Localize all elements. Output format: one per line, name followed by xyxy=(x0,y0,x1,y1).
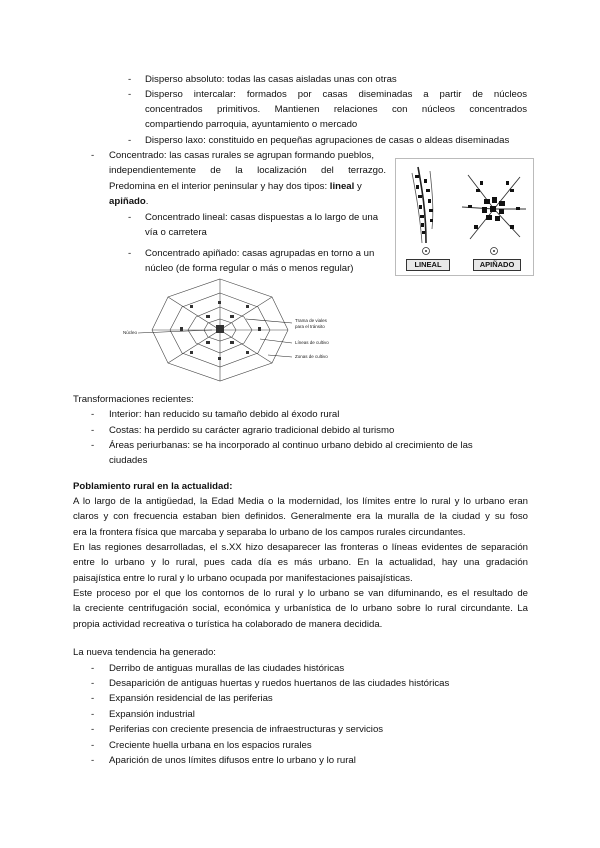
tendencia-item: Aparición de unos límites difusos entre lo urbano y lo rural xyxy=(109,755,356,766)
bullet-dash: - xyxy=(91,425,95,436)
diagram-left-label: Núcleo xyxy=(123,330,138,335)
village-diagram-sketch xyxy=(120,275,355,385)
disperso-intercalar-line-1: Disperso intercalar: formados por casas diseminadas a partir de núcleos xyxy=(145,89,527,100)
diagram-label-3: Zonas de cultivo xyxy=(295,354,328,359)
poblamiento-p3-line: la creciente centrifugación social, económica y urbanística de lo urbano sobre lo rural circundante. La xyxy=(73,603,528,614)
transformaciones-item: Interior: han reducido su tamaño debido al éxodo rural xyxy=(109,409,340,420)
bullet-dash: - xyxy=(91,678,95,689)
bullet-dash: - xyxy=(91,755,95,766)
concentrado-line-2: independientemente de la localización del terrazgo. xyxy=(109,165,386,176)
transformaciones-item: Costas: ha perdido su carácter agrario tradicional debido al turismo xyxy=(109,425,395,436)
tendencia-item: Creciente huella urbana en los espacios rurales xyxy=(109,740,312,751)
tendencia-item: Desaparición de antiguas huertas y ruedos huertanos de las ciudades históricas xyxy=(109,678,450,689)
concentrado-line-4-end: . xyxy=(145,196,149,207)
concentrado-apinado-line-2: núcleo (de forma regular o más o menos regular) xyxy=(145,263,354,274)
village-diagram xyxy=(120,275,355,385)
concentrado-lineal-line-2: vía o carretera xyxy=(145,227,207,238)
bullet-dash: - xyxy=(128,212,132,223)
poblamiento-p2-line: paisajística entre lo rural y lo urbano ocupada por manifestaciones paisajísticas. xyxy=(73,573,413,584)
diagram-label-1: Trama de viales xyxy=(295,318,327,323)
disperso-intercalar-line-2: concentrados primitivos. Mantienen relaciones con núcleos concentrados xyxy=(145,104,527,115)
bullet-dash: - xyxy=(91,693,95,704)
lineal-label: LINEAL xyxy=(406,259,450,271)
bullet-dash: - xyxy=(91,150,95,161)
concentrado-line-3-text: Predomina en el interior peninsular y hay dos tipos: xyxy=(109,181,330,192)
apinado-label: APIÑADO xyxy=(473,259,521,271)
lineal-bold: lineal xyxy=(329,181,355,192)
poblamiento-p2-line: En las regiones desarrolladas, el s.XX hizo desaparecer las fronteras o líneas evidentes de separación xyxy=(73,542,528,553)
concentrado-line-3-and: y xyxy=(354,181,362,192)
bullet-dash: - xyxy=(91,740,95,751)
bullet-dash: - xyxy=(128,89,132,100)
apinado-bold: apiñado xyxy=(109,196,146,207)
transformaciones-title: Transformaciones recientes: xyxy=(73,394,194,405)
disperso-laxo: Disperso laxo: constituido en pequeñas agrupaciones de casas o aldeas diseminadas xyxy=(145,135,510,146)
bullet-dash: - xyxy=(91,440,95,451)
diagram-label-2: Líneas de cultivo xyxy=(295,340,329,345)
poblamiento-p3-line: propia actividad recreativa o turística ha colaborado de manera decidida. xyxy=(73,619,383,630)
settlement-types-figure xyxy=(395,158,534,276)
poblamiento-p1-line: A lo largo de la antigüedad, la Edad Media o la modernidad, los límites entre lo rural y lo urbano eran xyxy=(73,496,528,507)
poblamiento-p2-line: entre lo urbano y lo rural, pues cada día es más urbano. En la actualidad, hay una gradación xyxy=(73,557,528,568)
bullet-dash: - xyxy=(91,724,95,735)
disperso-absoluto: Disperso absoluto: todas las casas aisladas unas con otras xyxy=(145,74,397,85)
poblamiento-p3-line: Este proceso por el que los contornos de lo rural y lo urbano se van difuminando, es el resultado de xyxy=(73,588,528,599)
diagram-label-1b: para el tránsito xyxy=(295,324,325,329)
poblamiento-p1-line: claros y con frecuencia estaban bien definidos. Generalmente era la muralla de la ciudad y su foso xyxy=(73,511,528,522)
bullet-dash: - xyxy=(91,409,95,420)
tendencia-item: Expansión industrial xyxy=(109,709,195,720)
concentrado-lineal-line-1: Concentrado lineal: casas dispuestas a lo largo de una xyxy=(145,212,379,223)
tendencia-item: Periferias con creciente presencia de infraestructuras y servicios xyxy=(109,724,384,735)
tendencia-title: La nueva tendencia ha generado: xyxy=(73,647,216,658)
concentrado-line-4 xyxy=(109,194,148,209)
poblamiento-p1-line: era la frontera física que marcaba y separaba lo urbano de los campos rurales circundantes. xyxy=(73,527,466,538)
concentrado-line-3 xyxy=(109,179,362,194)
concentrado-line-1: Concentrado: las casas rurales se agrupan formando pueblos, xyxy=(109,150,375,161)
settlement-types-sketch xyxy=(396,159,533,275)
bullet-dash: - xyxy=(128,74,132,85)
bullet-dash: - xyxy=(128,248,132,259)
transformaciones-item-continued: ciudades xyxy=(109,455,148,466)
bullet-dash: - xyxy=(91,709,95,720)
poblamiento-heading: Poblamiento rural en la actualidad: xyxy=(73,481,233,492)
concentrado-apinado-line-1: Concentrado apiñado: casas agrupadas en torno a un xyxy=(145,248,375,259)
disperso-intercalar-line-3: compartiendo parroquia, ayuntamiento o mercado xyxy=(145,119,358,130)
bullet-dash: - xyxy=(91,663,95,674)
bullet-dash: - xyxy=(128,135,132,146)
tendencia-item: Expansión residencial de las periferias xyxy=(109,693,273,704)
transformaciones-item: Áreas periurbanas: se ha incorporado al continuo urbano debido al crecimiento de las xyxy=(109,440,473,451)
tendencia-item: Derribo de antiguas murallas de las ciudades históricas xyxy=(109,663,345,674)
